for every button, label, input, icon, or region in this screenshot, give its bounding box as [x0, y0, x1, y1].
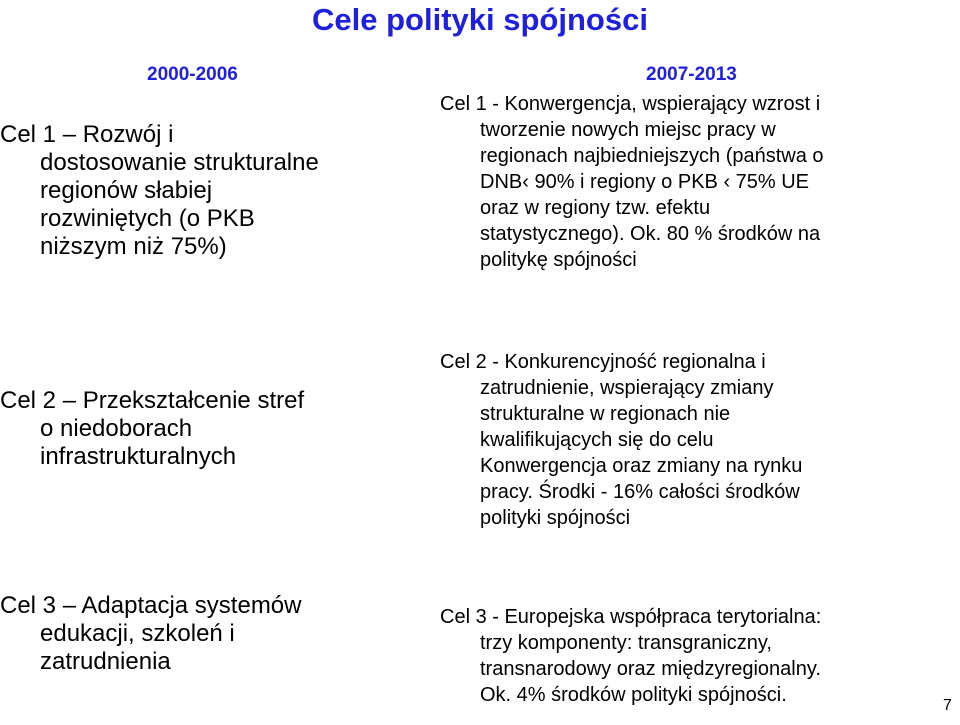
period-heading-2007-2013: 2007-2013 [646, 64, 737, 85]
goal-line: oraz w regiony tzw. efektu [480, 197, 711, 219]
goal-line: tworzenie nowych miejsc pracy w [480, 119, 776, 141]
goal-line: trzy komponenty: transgraniczny, [480, 632, 772, 654]
goal-line: Cel 3 - Europejska współpraca terytorialna: [440, 606, 822, 628]
goal-1-2007-2013 [440, 91, 824, 273]
page-number: 7 [943, 697, 952, 714]
goal-line: Cel 1 - Konwergencja, wspierający wzrost i [440, 93, 821, 115]
goal-line: statystycznego). Ok. 80 % środków na [480, 223, 821, 245]
goal-line: rozwiniętych (o PKB [40, 205, 255, 232]
goal-line: dostosowanie strukturalne [40, 149, 319, 176]
goal-line: zatrudnienia [40, 648, 171, 675]
goal-line: Ok. 4% środków polityki spójności. [480, 684, 787, 706]
goal-line: edukacji, szkoleń i [40, 620, 235, 647]
goal-line: Cel 1 – Rozwój i [0, 121, 174, 148]
goal-1-2000-2006 [0, 121, 319, 261]
slide-title: Cele polityki spójności [312, 2, 648, 37]
period-heading-2000-2006: 2000-2006 [147, 64, 238, 85]
goal-line: Cel 2 - Konkurencyjność regionalna i [440, 351, 766, 373]
goal-line: politykę spójności [480, 249, 637, 271]
goal-line: Konwergencja oraz zmiany na rynku [480, 455, 803, 477]
goal-line: kwalifikujących się do celu [480, 429, 714, 451]
goal-line: o niedoborach [40, 415, 193, 442]
goal-2-2000-2006 [0, 387, 304, 471]
goal-line: regionów słabiej [40, 177, 213, 204]
goal-2-2007-2013 [440, 349, 802, 531]
goal-line: niższym niż 75%) [40, 233, 227, 260]
goal-line: transnarodowy oraz międzyregionalny. [480, 658, 821, 680]
goal-line: DNB‹ 90% i regiony o PKB ‹ 75% UE [480, 171, 810, 193]
goal-line: zatrudnienie, wspierający zmiany [480, 377, 774, 399]
goal-line: regionach najbiedniejszych (państwa o [480, 145, 824, 167]
goal-3-2000-2006 [0, 592, 302, 676]
goal-line: polityki spójności [480, 507, 631, 529]
goal-line: strukturalne w regionach nie [480, 403, 731, 425]
goal-line: infrastrukturalnych [40, 443, 237, 470]
goal-3-2007-2013 [440, 604, 821, 708]
goal-line: Cel 2 – Przekształcenie stref [0, 387, 305, 414]
goal-line: Cel 3 – Adaptacja systemów [0, 592, 302, 619]
goal-line: pracy. Środki - 16% całości środków [480, 481, 800, 503]
